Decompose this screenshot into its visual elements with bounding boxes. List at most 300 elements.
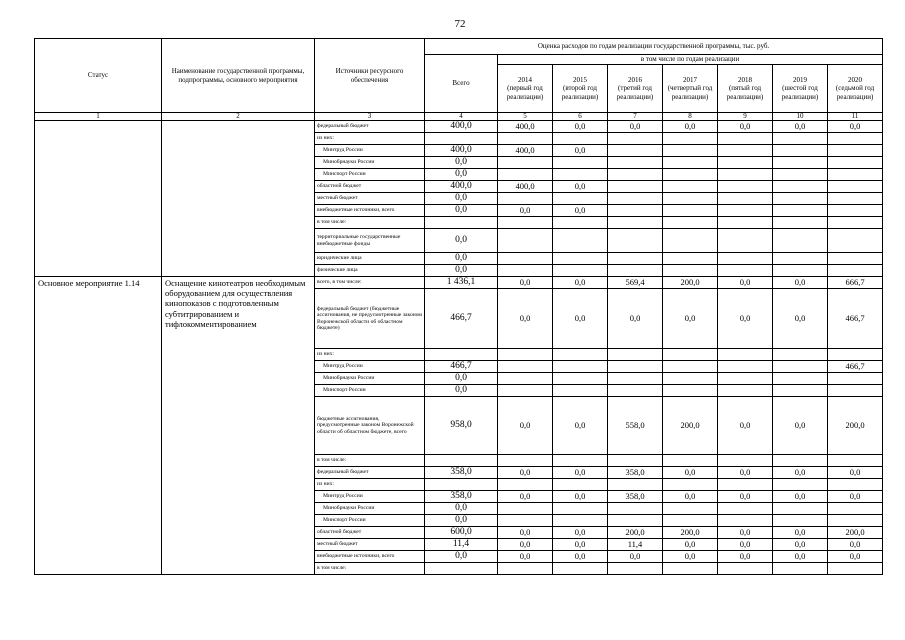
source-cell: областной бюджет <box>315 527 425 539</box>
year-value-cell <box>828 373 883 385</box>
total-cell: 0,0 <box>425 373 498 385</box>
year-value-cell: 358,0 <box>608 491 663 503</box>
year-value-cell <box>608 373 663 385</box>
column-number: 4 <box>425 113 498 121</box>
column-number: 3 <box>315 113 425 121</box>
year-value-cell: 0,0 <box>663 491 718 503</box>
year-value-cell <box>718 181 773 193</box>
year-value-cell <box>718 265 773 277</box>
total-cell <box>425 563 498 575</box>
column-number: 2 <box>162 113 315 121</box>
year-value-cell <box>718 479 773 491</box>
year-value-cell: 0,0 <box>828 539 883 551</box>
year-value-cell <box>663 205 718 217</box>
year-value-cell <box>608 253 663 265</box>
year-value-cell <box>498 373 553 385</box>
source-cell: из них: <box>315 133 425 145</box>
total-cell: 0,0 <box>425 157 498 169</box>
header-year-number: 2016 <box>628 75 642 84</box>
year-value-cell: 0,0 <box>718 551 773 563</box>
year-value-cell: 0,0 <box>553 397 608 455</box>
source-cell: внебюджетные источники, всего <box>315 551 425 563</box>
year-value-cell <box>608 217 663 229</box>
year-value-cell <box>828 181 883 193</box>
year-value-cell <box>773 265 828 277</box>
year-value-cell <box>663 515 718 527</box>
source-cell: в том числе: <box>315 455 425 467</box>
header-year-2015 <box>553 65 608 113</box>
year-value-cell: 0,0 <box>553 145 608 157</box>
header-year-number: 2017 <box>683 75 697 84</box>
year-value-cell <box>553 253 608 265</box>
total-cell: 1 436,1 <box>425 277 498 289</box>
year-value-cell <box>498 503 553 515</box>
source-cell: местный бюджет <box>315 193 425 205</box>
year-value-cell: 400,0 <box>498 181 553 193</box>
total-cell: 958,0 <box>425 397 498 455</box>
year-value-cell <box>498 455 553 467</box>
year-value-cell: 0,0 <box>498 467 553 479</box>
year-value-cell: 0,0 <box>663 539 718 551</box>
year-value-cell: 0,0 <box>498 289 553 349</box>
year-value-cell <box>663 169 718 181</box>
total-cell: 0,0 <box>425 265 498 277</box>
total-cell <box>425 455 498 467</box>
year-value-cell: 666,7 <box>828 277 883 289</box>
year-value-cell <box>773 169 828 181</box>
header-including-by-year: в том числе по годам реализации <box>498 55 883 65</box>
year-value-cell <box>553 515 608 527</box>
year-value-cell: 0,0 <box>498 551 553 563</box>
year-value-cell <box>718 361 773 373</box>
year-value-cell: 0,0 <box>773 539 828 551</box>
year-value-cell: 200,0 <box>663 397 718 455</box>
total-cell: 358,0 <box>425 491 498 503</box>
year-value-cell <box>718 157 773 169</box>
year-value-cell: 0,0 <box>828 551 883 563</box>
header-year-label: (второй год реализации) <box>561 84 599 101</box>
year-value-cell <box>828 217 883 229</box>
column-number: 1 <box>35 113 162 121</box>
year-value-cell <box>663 479 718 491</box>
year-value-cell: 0,0 <box>828 121 883 133</box>
year-value-cell <box>553 157 608 169</box>
year-value-cell: 400,0 <box>498 121 553 133</box>
year-value-cell <box>498 361 553 373</box>
total-cell: 466,7 <box>425 289 498 349</box>
year-value-cell <box>773 181 828 193</box>
year-value-cell: 0,0 <box>773 551 828 563</box>
header-name: Наименование государственной программы, подпрограммы, основного мероприятия <box>162 39 315 113</box>
header-year-number: 2015 <box>573 75 587 84</box>
total-cell: 0,0 <box>425 229 498 253</box>
total-cell: 400,0 <box>425 145 498 157</box>
source-cell: федеральный бюджет (бюджетные ассигнования, не предусмотренные законом Воронежской области об областном бюджете) <box>315 289 425 349</box>
year-value-cell: 0,0 <box>828 467 883 479</box>
year-value-cell: 0,0 <box>498 491 553 503</box>
table-row <box>35 277 883 289</box>
year-value-cell <box>718 193 773 205</box>
year-value-cell <box>663 455 718 467</box>
source-cell: областной бюджет <box>315 181 425 193</box>
year-value-cell: 0,0 <box>663 551 718 563</box>
total-cell <box>425 217 498 229</box>
year-value-cell <box>718 349 773 361</box>
year-value-cell <box>773 133 828 145</box>
source-cell: Минтруд России <box>315 361 425 373</box>
year-value-cell: 0,0 <box>718 527 773 539</box>
year-value-cell <box>498 563 553 575</box>
year-value-cell: 11,4 <box>608 539 663 551</box>
year-value-cell: 0,0 <box>773 467 828 479</box>
year-value-cell: 0,0 <box>498 539 553 551</box>
year-value-cell <box>608 563 663 575</box>
year-value-cell: 0,0 <box>553 277 608 289</box>
column-number: 7 <box>608 113 663 121</box>
year-value-cell <box>553 373 608 385</box>
year-value-cell <box>663 133 718 145</box>
source-cell: внебюджетные источники, всего <box>315 205 425 217</box>
year-value-cell <box>553 133 608 145</box>
source-cell: федеральный бюджет <box>315 467 425 479</box>
year-value-cell <box>718 253 773 265</box>
year-value-cell: 0,0 <box>608 289 663 349</box>
header-year-label: (четвертый год реализации) <box>667 84 713 101</box>
total-cell: 11,4 <box>425 539 498 551</box>
year-value-cell: 0,0 <box>663 467 718 479</box>
year-value-cell <box>498 193 553 205</box>
year-value-cell: 0,0 <box>718 397 773 455</box>
year-value-cell: 0,0 <box>553 205 608 217</box>
year-value-cell: 0,0 <box>553 289 608 349</box>
year-value-cell: 0,0 <box>718 277 773 289</box>
year-value-cell <box>663 181 718 193</box>
year-value-cell <box>718 133 773 145</box>
total-cell: 0,0 <box>425 385 498 397</box>
year-value-cell: 0,0 <box>718 491 773 503</box>
column-number: 6 <box>553 113 608 121</box>
year-value-cell <box>828 479 883 491</box>
total-cell: 0,0 <box>425 205 498 217</box>
year-value-cell <box>498 349 553 361</box>
year-value-cell: 0,0 <box>718 539 773 551</box>
year-value-cell: 0,0 <box>773 277 828 289</box>
year-value-cell: 0,0 <box>773 121 828 133</box>
header-estimate: Оценка расходов по годам реализации государственной программы, тыс. руб. <box>425 39 883 55</box>
header-status: Статус <box>35 39 162 113</box>
total-cell <box>425 133 498 145</box>
year-value-cell: 0,0 <box>773 491 828 503</box>
year-value-cell: 466,7 <box>828 289 883 349</box>
year-value-cell <box>553 349 608 361</box>
year-value-cell <box>828 205 883 217</box>
year-value-cell <box>718 503 773 515</box>
source-cell: Минобрнауки России <box>315 373 425 385</box>
year-value-cell: 0,0 <box>553 491 608 503</box>
year-value-cell <box>718 373 773 385</box>
year-value-cell: 569,4 <box>608 277 663 289</box>
column-number: 9 <box>718 113 773 121</box>
source-cell: из них: <box>315 479 425 491</box>
year-value-cell <box>498 169 553 181</box>
year-value-cell <box>773 349 828 361</box>
total-cell: 0,0 <box>425 515 498 527</box>
year-value-cell <box>718 515 773 527</box>
year-value-cell <box>498 515 553 527</box>
year-value-cell <box>553 229 608 253</box>
year-value-cell <box>773 479 828 491</box>
year-value-cell <box>663 361 718 373</box>
year-value-cell <box>663 217 718 229</box>
year-value-cell <box>718 217 773 229</box>
year-value-cell <box>608 181 663 193</box>
header-sources: Источники ресурсного обеспечения <box>315 39 425 113</box>
year-value-cell: 0,0 <box>718 121 773 133</box>
year-value-cell <box>828 169 883 181</box>
year-value-cell <box>828 133 883 145</box>
total-cell: 0,0 <box>425 253 498 265</box>
source-cell: Минспорт России <box>315 385 425 397</box>
year-value-cell: 358,0 <box>608 467 663 479</box>
year-value-cell: 200,0 <box>828 527 883 539</box>
year-value-cell <box>773 563 828 575</box>
year-value-cell <box>828 349 883 361</box>
year-value-cell: 0,0 <box>608 551 663 563</box>
measure-name-cell: Оснащение кинотеатров необходимым оборудованием для осуществления кинопоказов с подготовленным субтитрированием и тифлокомментированием <box>162 277 315 575</box>
header-year-2016 <box>608 65 663 113</box>
year-value-cell <box>498 217 553 229</box>
year-value-cell <box>828 265 883 277</box>
header-year-2019 <box>773 65 828 113</box>
total-cell: 600,0 <box>425 527 498 539</box>
budget-table <box>34 38 883 575</box>
year-value-cell: 0,0 <box>663 121 718 133</box>
year-value-cell: 0,0 <box>553 121 608 133</box>
year-value-cell: 558,0 <box>608 397 663 455</box>
year-value-cell <box>498 229 553 253</box>
measure-name-cell-empty <box>162 121 315 277</box>
year-value-cell <box>663 349 718 361</box>
status-cell: Основное мероприятие 1.14 <box>35 277 162 575</box>
year-value-cell <box>773 253 828 265</box>
year-value-cell <box>663 253 718 265</box>
year-value-cell <box>553 455 608 467</box>
year-value-cell <box>608 385 663 397</box>
year-value-cell <box>553 503 608 515</box>
year-value-cell <box>828 455 883 467</box>
column-number: 5 <box>498 113 553 121</box>
year-value-cell <box>663 265 718 277</box>
total-cell: 0,0 <box>425 503 498 515</box>
year-value-cell <box>773 503 828 515</box>
column-number: 11 <box>828 113 883 121</box>
year-value-cell <box>608 193 663 205</box>
year-value-cell <box>663 145 718 157</box>
header-year-number: 2018 <box>738 75 752 84</box>
header-year-number: 2019 <box>793 75 807 84</box>
year-value-cell <box>553 193 608 205</box>
header-year-2017 <box>663 65 718 113</box>
year-value-cell <box>663 193 718 205</box>
year-value-cell <box>718 169 773 181</box>
year-value-cell <box>498 133 553 145</box>
year-value-cell <box>498 265 553 277</box>
year-value-cell: 400,0 <box>498 145 553 157</box>
year-value-cell: 0,0 <box>553 527 608 539</box>
year-value-cell <box>773 205 828 217</box>
total-cell: 466,7 <box>425 361 498 373</box>
year-value-cell <box>773 229 828 253</box>
year-value-cell: 0,0 <box>718 467 773 479</box>
year-value-cell <box>608 157 663 169</box>
year-value-cell <box>553 479 608 491</box>
year-value-cell: 200,0 <box>608 527 663 539</box>
year-value-cell: 0,0 <box>553 539 608 551</box>
column-number: 8 <box>663 113 718 121</box>
table-row <box>35 121 883 133</box>
year-value-cell <box>773 217 828 229</box>
year-value-cell <box>663 503 718 515</box>
year-value-cell <box>773 515 828 527</box>
status-cell-empty <box>35 121 162 277</box>
year-value-cell: 0,0 <box>498 205 553 217</box>
year-value-cell <box>608 229 663 253</box>
year-value-cell <box>608 455 663 467</box>
year-value-cell <box>773 455 828 467</box>
total-cell: 0,0 <box>425 551 498 563</box>
year-value-cell <box>498 253 553 265</box>
year-value-cell: 0,0 <box>773 289 828 349</box>
year-value-cell <box>553 217 608 229</box>
year-value-cell <box>608 515 663 527</box>
header-year-label: (первый год реализации) <box>506 84 544 101</box>
year-value-cell <box>553 385 608 397</box>
year-value-cell <box>663 563 718 575</box>
year-value-cell <box>498 385 553 397</box>
source-cell: в том числе: <box>315 563 425 575</box>
year-value-cell <box>608 205 663 217</box>
total-cell <box>425 479 498 491</box>
year-value-cell <box>553 265 608 277</box>
column-number: 10 <box>773 113 828 121</box>
year-value-cell <box>828 145 883 157</box>
year-value-cell <box>828 515 883 527</box>
source-cell: из них: <box>315 349 425 361</box>
year-value-cell: 0,0 <box>553 467 608 479</box>
year-value-cell <box>553 361 608 373</box>
header-year-2014 <box>498 65 553 113</box>
year-value-cell <box>553 563 608 575</box>
source-cell: юридические лица <box>315 253 425 265</box>
header-year-number: 2020 <box>848 75 863 84</box>
source-cell: физические лица <box>315 265 425 277</box>
year-value-cell <box>718 145 773 157</box>
year-value-cell <box>663 229 718 253</box>
header-year-label: (пятый год реализации) <box>726 84 764 101</box>
year-value-cell: 200,0 <box>663 277 718 289</box>
year-value-cell <box>828 157 883 169</box>
header-total: Всего <box>425 55 498 113</box>
year-value-cell: 0,0 <box>718 289 773 349</box>
year-value-cell: 0,0 <box>553 181 608 193</box>
year-value-cell <box>608 349 663 361</box>
year-value-cell <box>608 479 663 491</box>
year-value-cell <box>828 503 883 515</box>
year-value-cell: 0,0 <box>498 527 553 539</box>
year-value-cell <box>828 563 883 575</box>
total-cell: 400,0 <box>425 121 498 133</box>
year-value-cell <box>828 229 883 253</box>
year-value-cell <box>608 361 663 373</box>
page-number: 72 <box>454 18 466 30</box>
year-value-cell <box>663 385 718 397</box>
year-value-cell: 0,0 <box>773 527 828 539</box>
header-year-2018 <box>718 65 773 113</box>
source-cell: территориальные государственные внебюджетные фонды <box>315 229 425 253</box>
year-value-cell <box>828 253 883 265</box>
source-cell: Минспорт России <box>315 515 425 527</box>
header-year-number: 2014 <box>518 75 532 84</box>
total-cell: 0,0 <box>425 169 498 181</box>
year-value-cell: 0,0 <box>498 277 553 289</box>
year-value-cell <box>498 157 553 169</box>
year-value-cell <box>773 361 828 373</box>
year-value-cell <box>718 229 773 253</box>
source-cell: Минспорт России <box>315 169 425 181</box>
year-value-cell <box>498 479 553 491</box>
year-value-cell: 200,0 <box>828 397 883 455</box>
total-cell <box>425 349 498 361</box>
header-year-label: (третий год реализации) <box>616 84 654 101</box>
header-year-label: (шестой год реализации) <box>781 84 819 101</box>
source-cell: федеральный бюджет <box>315 121 425 133</box>
year-value-cell <box>663 157 718 169</box>
source-cell: Минтруд России <box>315 491 425 503</box>
year-value-cell <box>773 193 828 205</box>
year-value-cell <box>773 145 828 157</box>
year-value-cell <box>608 265 663 277</box>
year-value-cell <box>773 157 828 169</box>
source-cell: всего, в том числе: <box>315 277 425 289</box>
year-value-cell: 466,7 <box>828 361 883 373</box>
total-cell: 0,0 <box>425 193 498 205</box>
year-value-cell <box>773 385 828 397</box>
source-cell: в том числе: <box>315 217 425 229</box>
year-value-cell: 0,0 <box>498 397 553 455</box>
year-value-cell <box>828 193 883 205</box>
year-value-cell <box>718 205 773 217</box>
source-cell: местный бюджет <box>315 539 425 551</box>
year-value-cell <box>663 373 718 385</box>
year-value-cell: 0,0 <box>828 491 883 503</box>
year-value-cell: 0,0 <box>663 289 718 349</box>
header-year-2020 <box>828 65 883 113</box>
year-value-cell <box>608 503 663 515</box>
year-value-cell <box>553 169 608 181</box>
source-cell: Минтруд России <box>315 145 425 157</box>
year-value-cell <box>773 373 828 385</box>
year-value-cell <box>718 563 773 575</box>
header-year-label: (седьмой год реализации) <box>835 84 875 101</box>
year-value-cell <box>608 145 663 157</box>
year-value-cell: 0,0 <box>608 121 663 133</box>
year-value-cell <box>608 133 663 145</box>
total-cell: 400,0 <box>425 181 498 193</box>
year-value-cell: 0,0 <box>773 397 828 455</box>
total-cell: 358,0 <box>425 467 498 479</box>
source-cell: Минобрнауки России <box>315 503 425 515</box>
year-value-cell <box>718 385 773 397</box>
